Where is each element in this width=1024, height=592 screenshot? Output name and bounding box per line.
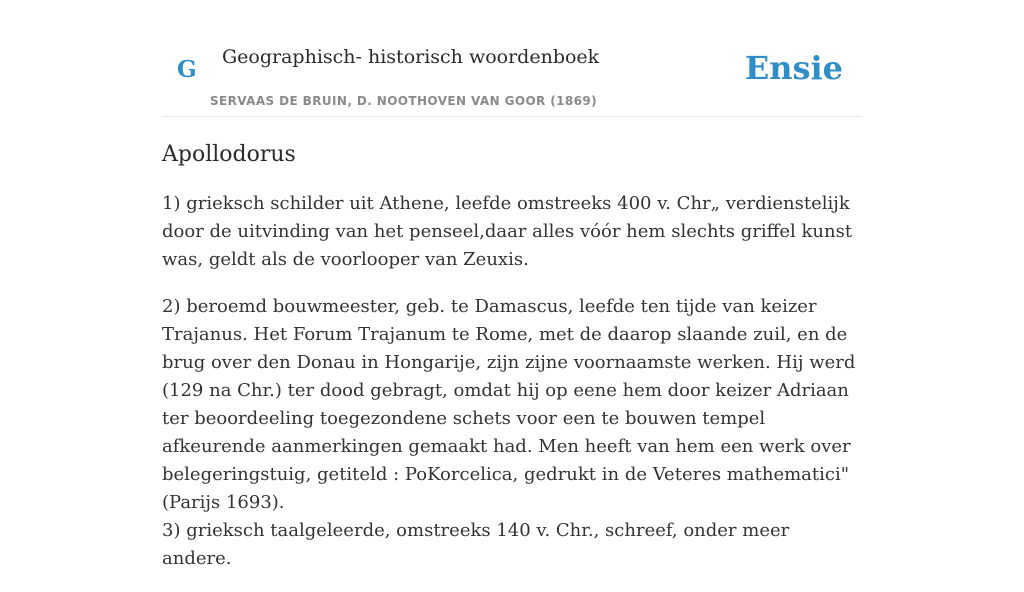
ensie-logo[interactable]: Ensie — [744, 49, 843, 87]
entry-title: Apollodorus — [162, 142, 296, 167]
site-header — [162, 0, 862, 117]
entry-paragraph-1: 1) grieksch schilder uit Athene, leefde omstreeks 400 v. Chr„ verdienstelijk door de uitvinding van het penseel,daar alles vóór hem slechts griffel kunst was, geldt als de voorlooper van Zeuxis. — [162, 193, 853, 270]
entry-paragraph-2: 2) beroemd bouwmeester, geb. te Damascus, leefde ten tijde van keizer Trajanus. Het Forum Trajanum te Rome, met de daarop slaande zuil, en de brug over den Donau in Hongarije, zijn zijne voornaamste werken. Hij werd (129 na Chr.) ter dood gebragt, omdat hij op eene hem door keizer Adriaan ter beoordeeling toegezondene schets voor een te bouwen tempel afkeurende aanmerkingen gemaakt had. Men heeft van hem een werk over belegeringstuig, getiteld : PoKorcelica, gedrukt in de Veteres mathematici" (Parijs 1693). — [162, 296, 856, 513]
entry-paragraph-3: 3) grieksch taalgeleerde, omstreeks 140 v. Chr., schreef, onder meer andere. — [162, 520, 790, 569]
book-authors-year: SERVAAS DE BRUIN, D. NOOTHOVEN VAN GOOR (1869) — [210, 94, 598, 108]
book-logo-icon[interactable]: G — [177, 56, 197, 83]
entry-content — [162, 140, 862, 592]
book-title[interactable]: Geographisch- historisch woordenboek — [222, 46, 600, 68]
